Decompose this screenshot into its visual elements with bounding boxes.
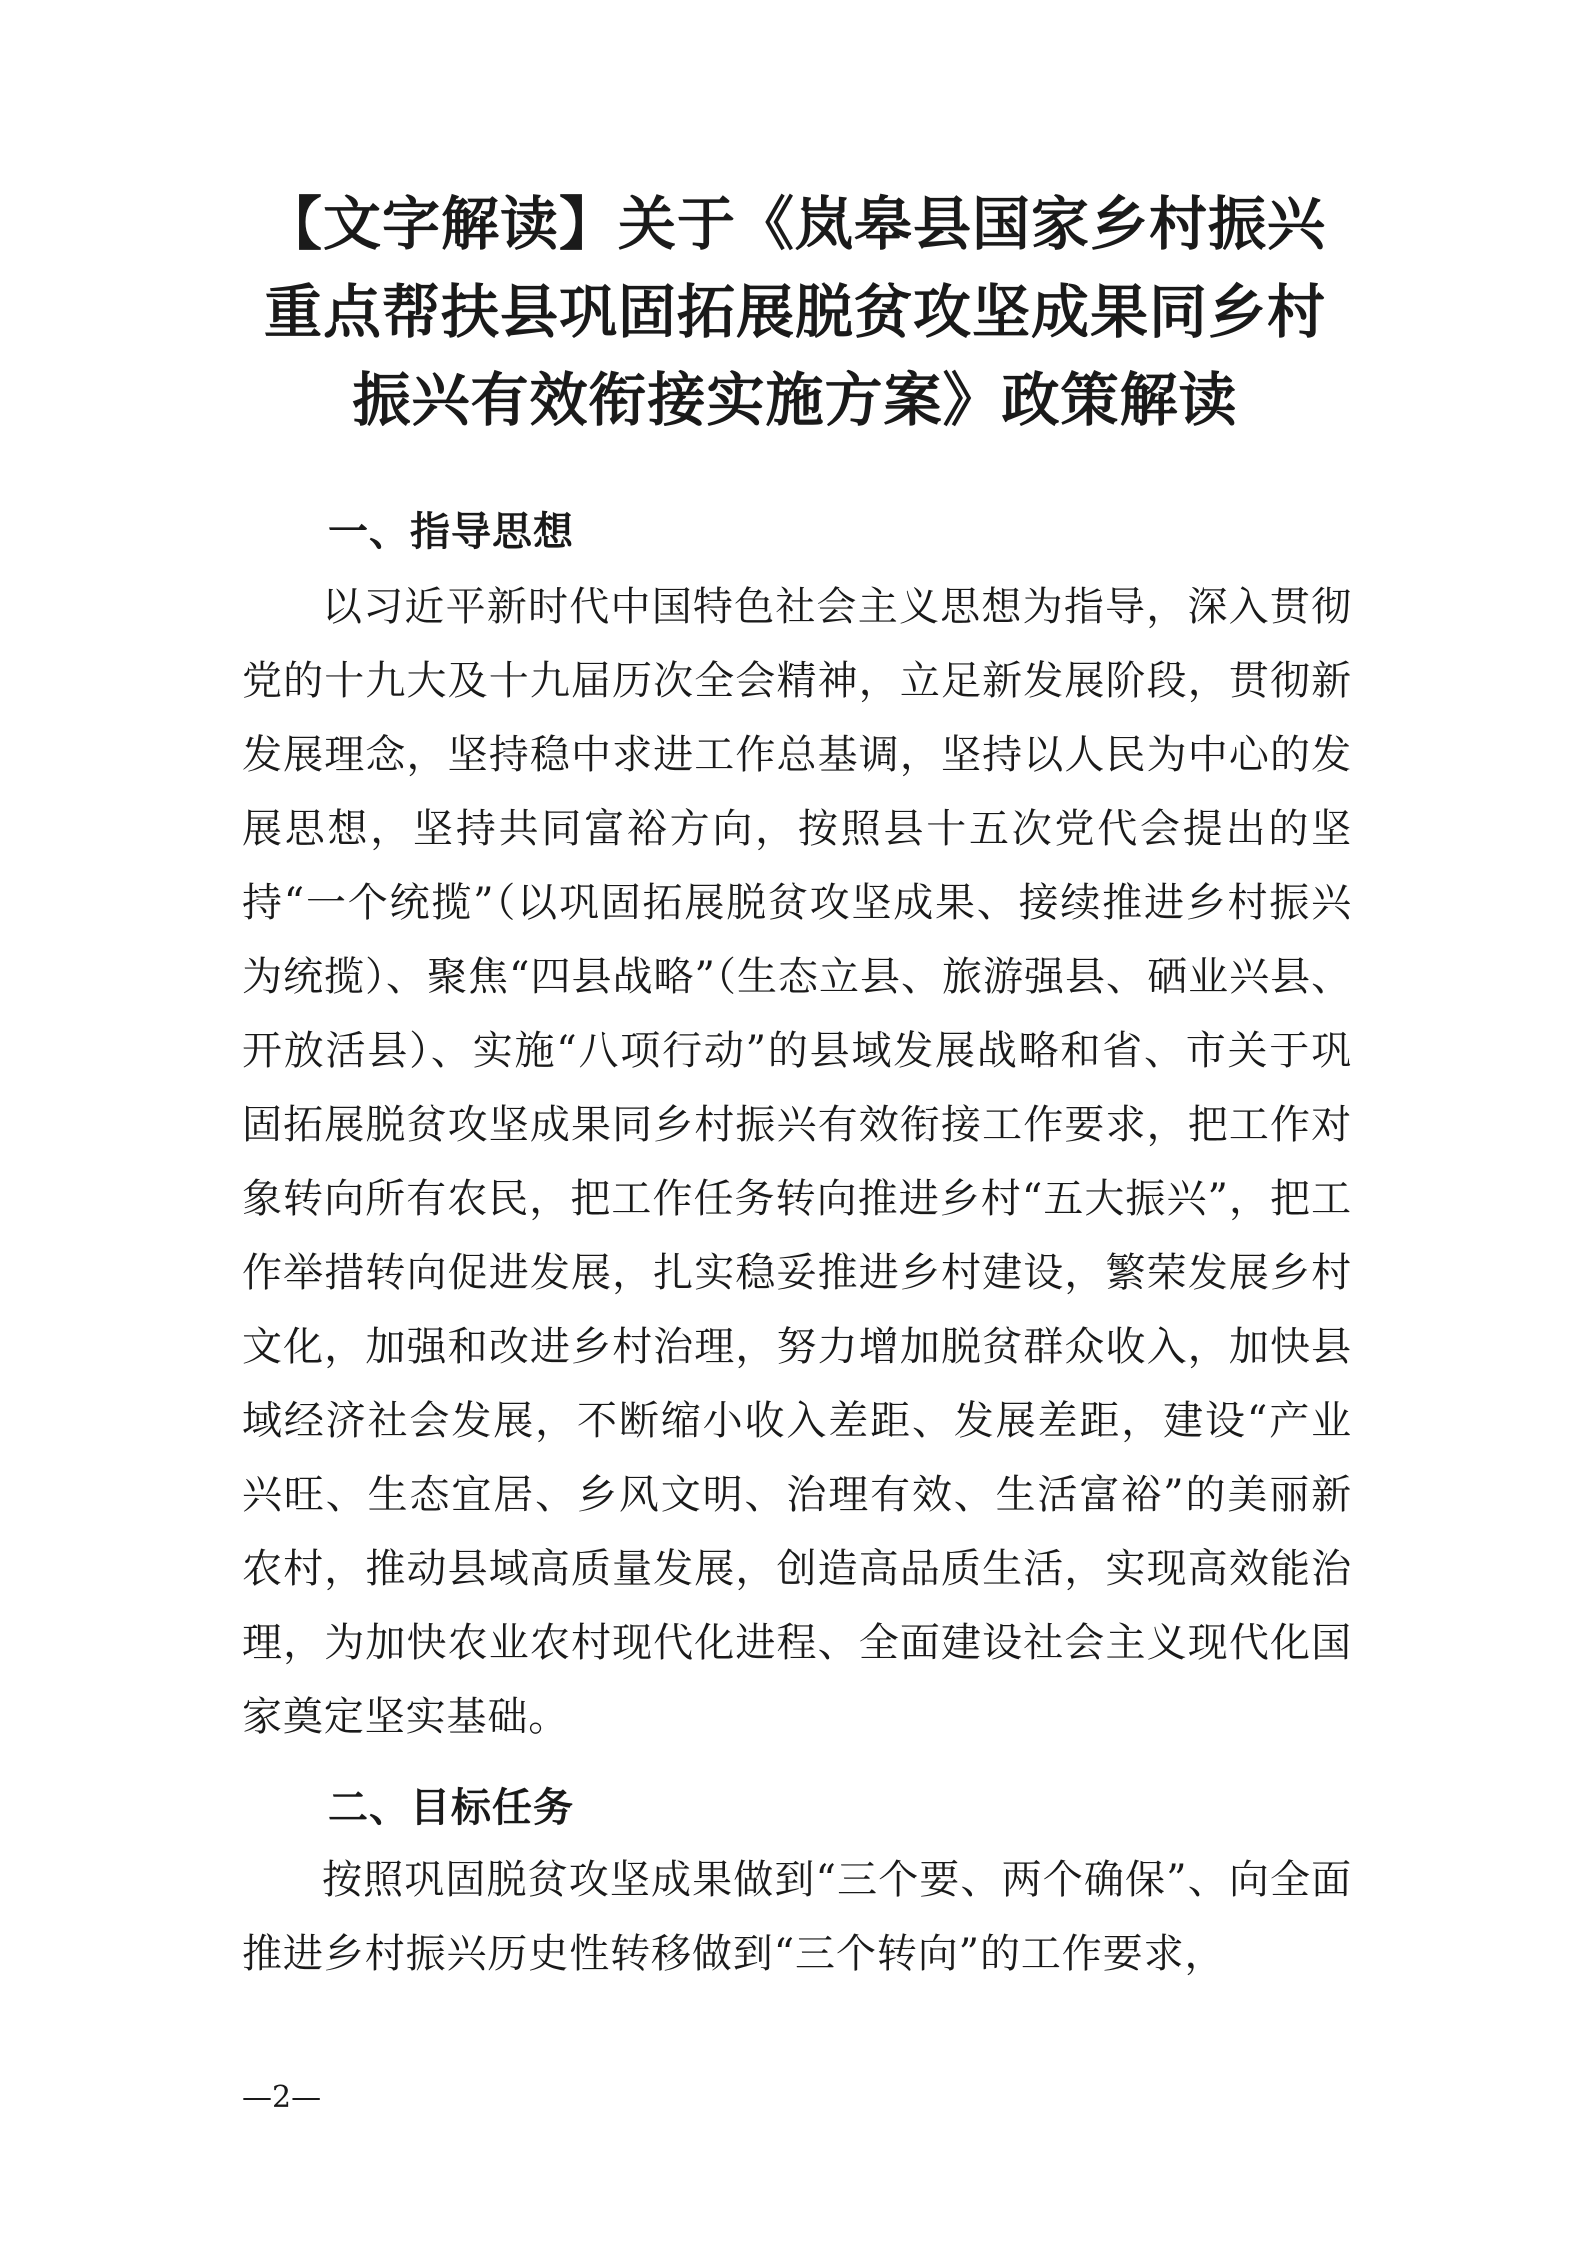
page-number: —2— bbox=[242, 2080, 322, 2115]
paragraph-guiding-ideology: 以习近平新时代中国特色社会主义思想为指导，深入贯彻党的十九大及十九届历次全会精神，立足新发展阶段，贯彻新发展理念，坚持稳中求进工作总基调，坚持以人民为中心的发展思想，坚持共同富裕方向，按照县十五次党代会提出的坚持“一个统揽”（以巩固拓展脱贫攻坚成果、接续推进乡村振兴为统揽）、聚焦“四县战略”（生态立县、旅游强县、硒业兴县、开放活县）、实施“八项行动”的县域发展战略和省、市关于巩固拓展脱贫攻坚成果同乡村振兴有效衔接工作要求，把工作对象转向所有农民，把工作任务转向推进乡村“五大振兴”，把工作举措转向促进发展，扎实稳妥推进乡村建设，繁荣发展乡村文化，加强和改进乡村治理，努力增加脱贫群众收入，加快县域经济社会发展，不断缩小收入差距、发展差距，建设“产业兴旺、生态宜居、乡风文明、治理有效、生活富裕”的美丽新农村，推动县域高质量发展，创造高品质生活，实现高效能治理，为加快农业农村现代化进程、全面建设社会主义现代化国家奠定坚实基础。 bbox=[242, 584, 1352, 1740]
document-title: 【文字解读】关于《岚皋县国家乡村振兴重点帮扶县巩固拓展脱贫攻坚成果同乡村振兴有效衔接实施方案》政策解读 bbox=[263, 190, 1326, 434]
paragraph-goals-tasks: 按照巩固脱贫攻坚成果做到“三个要、两个确保”、向全面推进乡村振兴历史性转移做到“三个转向”的工作要求， bbox=[242, 1857, 1352, 1977]
section-heading-goals-tasks: 二、目标任务 bbox=[328, 1785, 574, 1831]
section-heading-guiding-ideology: 一、指导思想 bbox=[328, 509, 574, 555]
